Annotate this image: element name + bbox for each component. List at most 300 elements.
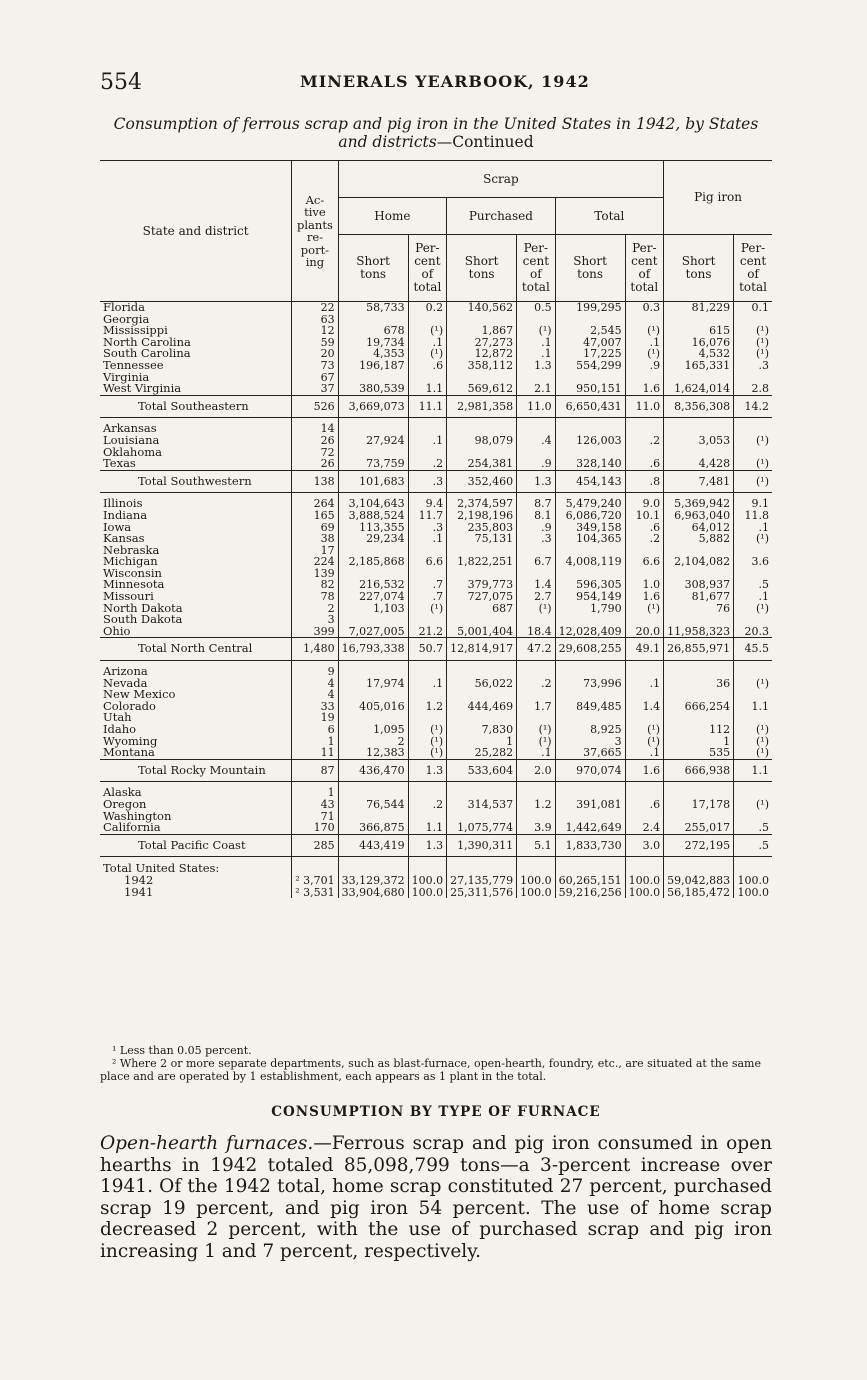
cell-plants: 1,480 — [292, 638, 338, 661]
cell-home-p: (¹) — [408, 736, 447, 748]
table-row — [100, 383, 772, 395]
cell-plants: 264 — [292, 498, 338, 510]
cell-pur-t: 1,822,251 — [447, 556, 517, 568]
cell-pur-p — [517, 857, 556, 875]
cell-pig-p: (¹) — [734, 337, 772, 349]
cell-pur-p: 1.7 — [517, 701, 556, 713]
cell-plants: 165 — [292, 510, 338, 522]
cell-pig-p: 1.1 — [734, 701, 772, 713]
cell-pig-p: (¹) — [734, 736, 772, 748]
cell-pig-t: 76 — [664, 603, 734, 615]
cell-tot-p: 2.4 — [625, 822, 664, 834]
row-label: Alaska — [103, 785, 142, 800]
cell-tot-p: .6 — [625, 799, 664, 811]
cell-plants: ² 3,701 — [292, 875, 338, 887]
cell-plants: 138 — [292, 470, 338, 493]
running-head: MINERALS YEARBOOK, 1942 — [300, 72, 590, 91]
cell-pig-p: (¹) — [734, 799, 772, 811]
cell-tot-p: 10.1 — [625, 510, 664, 522]
cell-tot-t: 349,158 — [555, 522, 625, 534]
cell-tot-p: 9.0 — [625, 498, 664, 510]
cell-pur-p: 8.1 — [517, 510, 556, 522]
cell-home-t: 76,544 — [338, 799, 408, 811]
cell-tot-p: 1.6 — [625, 591, 664, 603]
row-label: Texas — [103, 456, 136, 471]
cell-tot-p: 3.0 — [625, 834, 664, 857]
row-label: Minnesota — [103, 577, 165, 592]
header-pig-iron: Pig iron — [664, 161, 772, 235]
cell-pur-t: 12,814,917 — [447, 638, 517, 661]
cell-home-t: 2 — [338, 736, 408, 748]
cell-tot-p: .2 — [625, 533, 664, 545]
header-state: State and district — [100, 161, 292, 302]
table-row — [100, 603, 772, 615]
cell-pig-t: 17,178 — [664, 799, 734, 811]
cell-pig-t: 666,938 — [664, 759, 734, 782]
cell-pur-p — [517, 666, 556, 678]
cell-plants: 4 — [292, 689, 338, 701]
cell-tot-t: 970,074 — [555, 759, 625, 782]
header-total: Total — [555, 198, 663, 235]
cell-plants: 19 — [292, 712, 338, 724]
cell-tot-t: 6,650,431 — [555, 395, 625, 418]
cell-tot-p: .1 — [625, 678, 664, 690]
cell-pur-p: .1 — [517, 348, 556, 360]
row-label: Total North Central — [100, 638, 292, 661]
cell-home-t: 19,734 — [338, 337, 408, 349]
table-row — [100, 458, 772, 470]
cell-home-t: 405,016 — [338, 701, 408, 713]
cell-plants: ² 3,531 — [292, 887, 338, 899]
cell-pig-p: (¹) — [734, 470, 772, 493]
table-row — [100, 510, 772, 522]
cell-home-p: .7 — [408, 591, 447, 603]
row-label: Arizona — [103, 664, 148, 679]
cell-home-t: 678 — [338, 325, 408, 337]
row-label: Ohio — [103, 623, 131, 638]
row-label: Total Southwestern — [100, 470, 292, 493]
cell-tot-t: 60,265,151 — [555, 875, 625, 887]
cell-pur-p: (¹) — [517, 736, 556, 748]
cell-plants: 285 — [292, 834, 338, 857]
cell-tot-p: .8 — [625, 470, 664, 493]
cell-home-p: 1.3 — [408, 759, 447, 782]
table-row — [100, 799, 772, 811]
header-purchased-tons: Short tons — [447, 235, 517, 302]
table-row — [100, 822, 772, 834]
cell-plants: 26 — [292, 458, 338, 470]
cell-tot-p: 1.6 — [625, 759, 664, 782]
cell-tot-p: 0.3 — [625, 302, 664, 314]
cell-home-p: .7 — [408, 579, 447, 591]
cell-home-t: 3,888,524 — [338, 510, 408, 522]
table-row — [100, 701, 772, 713]
cell-tot-t: 47,007 — [555, 337, 625, 349]
cell-home-t — [338, 857, 408, 875]
cell-pur-t: 98,079 — [447, 435, 517, 447]
cell-home-t: 443,419 — [338, 834, 408, 857]
cell-home-t: 27,924 — [338, 435, 408, 447]
row-label: North Carolina — [103, 334, 191, 349]
cell-pur-t — [447, 857, 517, 875]
row-label: Illinois — [103, 496, 143, 511]
cell-pig-p: .5 — [734, 822, 772, 834]
cell-home-p: .1 — [408, 533, 447, 545]
cell-plants: 37 — [292, 383, 338, 395]
cell-pig-t: 112 — [664, 724, 734, 736]
cell-pig-p: .5 — [734, 579, 772, 591]
cell-tot-t: 1,442,649 — [555, 822, 625, 834]
row-label: Oklahoma — [103, 444, 163, 459]
cell-pur-t: 352,460 — [447, 470, 517, 493]
cell-pig-t: 165,331 — [664, 360, 734, 372]
cell-home-t: 58,733 — [338, 302, 408, 314]
table-row — [100, 875, 772, 887]
header-scrap: Scrap — [338, 161, 663, 198]
cell-pur-t: 358,112 — [447, 360, 517, 372]
cell-home-p: (¹) — [408, 747, 447, 759]
cell-tot-t: 2,545 — [555, 325, 625, 337]
cell-pur-t: 687 — [447, 603, 517, 615]
cell-pig-t: 255,017 — [664, 822, 734, 834]
cell-home-t: 4,353 — [338, 348, 408, 360]
header-purchased: Purchased — [447, 198, 555, 235]
cell-pur-t: 1 — [447, 736, 517, 748]
cell-tot-t: 12,028,409 — [555, 626, 625, 638]
cell-pur-p: .9 — [517, 522, 556, 534]
cell-pig-t: 16,076 — [664, 337, 734, 349]
cell-tot-t: 8,925 — [555, 724, 625, 736]
cell-pur-p: 1.3 — [517, 360, 556, 372]
cell-plants: 82 — [292, 579, 338, 591]
cell-pur-p: 1.2 — [517, 799, 556, 811]
cell-plants: 73 — [292, 360, 338, 372]
cell-home-p: .6 — [408, 360, 447, 372]
cell-pur-t: 2,981,358 — [447, 395, 517, 418]
header-pig-percent: Per-cent of total — [734, 235, 772, 302]
cell-pur-t: 1,075,774 — [447, 822, 517, 834]
row-label: Wisconsin — [103, 565, 162, 580]
cell-pig-t: 4,428 — [664, 458, 734, 470]
cell-tot-p — [625, 666, 664, 678]
cell-pig-p: .1 — [734, 522, 772, 534]
cell-pur-p: 1.4 — [517, 579, 556, 591]
table-row — [100, 678, 772, 690]
row-label: 1942 — [124, 872, 154, 887]
cell-pig-t: 3,053 — [664, 435, 734, 447]
cell-plants: 43 — [292, 799, 338, 811]
cell-pig-p: 100.0 — [734, 875, 772, 887]
row-label: Mississippi — [103, 323, 168, 338]
cell-plants: 526 — [292, 395, 338, 418]
cell-pig-t: 5,369,942 — [664, 498, 734, 510]
page-number: 554 — [100, 70, 142, 95]
cell-tot-t: 126,003 — [555, 435, 625, 447]
table-body — [100, 302, 772, 899]
cell-pig-t: 8,356,308 — [664, 395, 734, 418]
cell-home-t: 216,532 — [338, 579, 408, 591]
row-label: Total Rocky Mountain — [100, 759, 292, 782]
cell-plants: 17 — [292, 545, 338, 557]
footnote-2: ² Where 2 or more separate departments, such as blast-furnace, open-hearth, foundry, etc., are situated at the same place and are operated by 1 establishment, each appears as 1 plant in the total. — [100, 1057, 761, 1083]
row-label: North Dakota — [103, 600, 183, 615]
cell-home-t: 2,185,868 — [338, 556, 408, 568]
cell-home-p: .1 — [408, 678, 447, 690]
header-home-percent: Per-cent of total — [408, 235, 447, 302]
row-label: West Virginia — [103, 381, 182, 396]
cell-tot-t: 37,665 — [555, 747, 625, 759]
cell-pur-p: .3 — [517, 533, 556, 545]
cell-pig-t — [664, 666, 734, 678]
row-label: Nebraska — [103, 542, 160, 557]
cell-home-p: 1.2 — [408, 701, 447, 713]
table-row — [100, 302, 772, 314]
cell-plants: 59 — [292, 337, 338, 349]
table-row — [100, 666, 772, 678]
cell-pig-t: 5,882 — [664, 533, 734, 545]
cell-tot-p: 1.0 — [625, 579, 664, 591]
cell-pur-t: 235,803 — [447, 522, 517, 534]
cell-pur-p: 2.1 — [517, 383, 556, 395]
row-label: Arkansas — [103, 421, 157, 436]
cell-plants: 224 — [292, 556, 338, 568]
table-row — [100, 747, 772, 759]
cell-pig-p: (¹) — [734, 678, 772, 690]
cell-pur-p: .1 — [517, 747, 556, 759]
cell-tot-t: 328,140 — [555, 458, 625, 470]
cell-tot-t: 6,086,720 — [555, 510, 625, 522]
row-label: California — [103, 820, 161, 835]
cell-pur-t: 254,381 — [447, 458, 517, 470]
cell-pig-p: (¹) — [734, 435, 772, 447]
cell-pur-p: (¹) — [517, 325, 556, 337]
footnotes — [100, 1044, 772, 1083]
cell-pur-t: 27,135,779 — [447, 875, 517, 887]
cell-pig-t: 308,937 — [664, 579, 734, 591]
cell-home-p: .3 — [408, 522, 447, 534]
total-row — [100, 834, 772, 857]
cell-home-t: 12,383 — [338, 747, 408, 759]
cell-pig-p — [734, 857, 772, 875]
total-row — [100, 759, 772, 782]
cell-plants: 71 — [292, 811, 338, 823]
cell-tot-t: 596,305 — [555, 579, 625, 591]
cell-tot-p: 1.6 — [625, 383, 664, 395]
cell-home-t: 3,669,073 — [338, 395, 408, 418]
cell-pig-t: 1 — [664, 736, 734, 748]
cell-tot-t — [555, 857, 625, 875]
cell-home-t: 73,759 — [338, 458, 408, 470]
cell-home-p: .2 — [408, 799, 447, 811]
cell-pur-p: 18.4 — [517, 626, 556, 638]
cell-pur-p: 1.3 — [517, 470, 556, 493]
cell-tot-t: 3 — [555, 736, 625, 748]
row-label: South Dakota — [103, 612, 183, 627]
cell-plants: 38 — [292, 533, 338, 545]
cell-tot-p: (¹) — [625, 603, 664, 615]
row-label: Virginia — [103, 369, 150, 384]
footnote-1: ¹ Less than 0.05 percent. — [112, 1044, 252, 1057]
cell-home-t: 380,539 — [338, 383, 408, 395]
cell-tot-t: 1,833,730 — [555, 834, 625, 857]
table-row — [100, 857, 772, 875]
cell-pig-t: 36 — [664, 678, 734, 690]
row-label: 1941 — [124, 884, 154, 899]
cell-home-t: 227,074 — [338, 591, 408, 603]
cell-plants: 20 — [292, 348, 338, 360]
cell-pig-p: .5 — [734, 834, 772, 857]
paragraph-text: —Ferrous scrap and pig iron consumed in open hearths in 1942 totaled 85,098,799 tons—a 3-percent increase over 1941. Of the 1942 total, home scrap constituted 27 percent, purchased scrap 19 percent, and pig iron 54 percent. The use of home scrap decreased 2 percent, with the use of purchased scrap and pig iron increasing 1 and 7 percent, respectively. — [100, 1133, 772, 1262]
cell-home-p — [408, 857, 447, 875]
cell-pur-t: 727,075 — [447, 591, 517, 603]
cell-tot-t: 1,790 — [555, 603, 625, 615]
cell-tot-t: 29,608,255 — [555, 638, 625, 661]
cell-tot-p: 100.0 — [625, 887, 664, 899]
header-purchased-percent: Per-cent of total — [517, 235, 556, 302]
total-row — [100, 395, 772, 418]
cell-pur-p: 0.5 — [517, 302, 556, 314]
cell-tot-p: (¹) — [625, 325, 664, 337]
cell-home-p: (¹) — [408, 348, 447, 360]
cell-home-t: 196,187 — [338, 360, 408, 372]
cell-pig-t: 2,104,082 — [664, 556, 734, 568]
row-label: Washington — [103, 808, 172, 823]
cell-pig-t: 272,195 — [664, 834, 734, 857]
header-total-tons: Short tons — [555, 235, 625, 302]
row-label: Missouri — [103, 589, 154, 604]
cell-pig-t: 11,958,323 — [664, 626, 734, 638]
row-label: Tennessee — [103, 357, 164, 372]
table-caption — [100, 115, 772, 151]
cell-home-t: 113,355 — [338, 522, 408, 534]
cell-pig-t: 26,855,971 — [664, 638, 734, 661]
cell-tot-t: 5,479,240 — [555, 498, 625, 510]
cell-home-p: 100.0 — [408, 875, 447, 887]
cell-pur-p: 3.9 — [517, 822, 556, 834]
cell-home-p: .1 — [408, 435, 447, 447]
table-row — [100, 360, 772, 372]
cell-home-p: 11.1 — [408, 395, 447, 418]
cell-pur-t: 314,537 — [447, 799, 517, 811]
cell-plants: 69 — [292, 522, 338, 534]
cell-pig-p: 1.1 — [734, 759, 772, 782]
cell-tot-p: (¹) — [625, 348, 664, 360]
cell-home-p: .1 — [408, 337, 447, 349]
cell-plants: 1 — [292, 736, 338, 748]
cell-pur-p: 11.0 — [517, 395, 556, 418]
cell-pur-p: 47.2 — [517, 638, 556, 661]
table-row — [100, 591, 772, 603]
cell-plants: 22 — [292, 302, 338, 314]
cell-tot-p: 6.6 — [625, 556, 664, 568]
row-label: Michigan — [103, 554, 158, 569]
cell-pur-p: 2.0 — [517, 759, 556, 782]
section-heading: CONSUMPTION BY TYPE OF FURNACE — [271, 1104, 601, 1120]
cell-plants: 139 — [292, 568, 338, 580]
cell-tot-t: 950,151 — [555, 383, 625, 395]
cell-tot-t: 199,295 — [555, 302, 625, 314]
cell-pig-t: 535 — [664, 747, 734, 759]
cell-plants: 11 — [292, 747, 338, 759]
cell-plants: 399 — [292, 626, 338, 638]
cell-pig-p: .1 — [734, 591, 772, 603]
cell-home-t: 436,470 — [338, 759, 408, 782]
cell-home-p: 0.2 — [408, 302, 447, 314]
table-row — [100, 435, 772, 447]
cell-home-t: 1,095 — [338, 724, 408, 736]
row-label: Oregon — [103, 796, 147, 811]
cell-pig-t: 7,481 — [664, 470, 734, 493]
cell-pur-p: .1 — [517, 337, 556, 349]
header-home: Home — [338, 198, 446, 235]
row-label: Wyoming — [103, 733, 158, 748]
caption-suffix: —Continued — [436, 133, 534, 151]
cell-pur-t: 2,374,597 — [447, 498, 517, 510]
header-plants: Ac-tive plants re-port-ing — [292, 161, 338, 302]
cell-home-p: 9.4 — [408, 498, 447, 510]
cell-pur-p: (¹) — [517, 724, 556, 736]
cell-pur-t: 533,604 — [447, 759, 517, 782]
cell-pig-t — [664, 857, 734, 875]
cell-pur-t: 56,022 — [447, 678, 517, 690]
cell-home-p: .2 — [408, 458, 447, 470]
cell-tot-t: 73,996 — [555, 678, 625, 690]
cell-home-p: 21.2 — [408, 626, 447, 638]
cell-pur-p: 100.0 — [517, 887, 556, 899]
cell-home-p: 1.1 — [408, 383, 447, 395]
cell-tot-t: 954,149 — [555, 591, 625, 603]
row-label: Indiana — [103, 507, 148, 522]
cell-pig-p: (¹) — [734, 747, 772, 759]
table-row — [100, 533, 772, 545]
cell-plants: 6 — [292, 724, 338, 736]
row-label: Kansas — [103, 531, 145, 546]
cell-home-t: 366,875 — [338, 822, 408, 834]
row-label: South Carolina — [103, 346, 191, 361]
cell-home-t: 33,129,372 — [338, 875, 408, 887]
cell-tot-p — [625, 857, 664, 875]
total-row — [100, 638, 772, 661]
cell-pig-p: 9.1 — [734, 498, 772, 510]
row-label: Louisiana — [103, 432, 160, 447]
cell-home-t: 1,103 — [338, 603, 408, 615]
cell-pig-t: 1,624,014 — [664, 383, 734, 395]
row-label: Florida — [103, 300, 145, 314]
row-label: Colorado — [103, 698, 156, 713]
cell-tot-t: 17,225 — [555, 348, 625, 360]
row-label: Total Southeastern — [100, 395, 292, 418]
row-label: New Mexico — [103, 687, 176, 702]
cell-home-p: 11.7 — [408, 510, 447, 522]
cell-pur-p: 8.7 — [517, 498, 556, 510]
caption-main: Consumption of ferrous scrap and pig iron in the United States in 1942, by States and districts — [113, 115, 759, 151]
cell-pig-p: 0.1 — [734, 302, 772, 314]
cell-plants: 63 — [292, 314, 338, 326]
row-label: Montana — [103, 745, 155, 760]
cell-plants — [292, 857, 338, 875]
cell-pur-p: (¹) — [517, 603, 556, 615]
cell-pur-t: 27,273 — [447, 337, 517, 349]
table-row — [100, 887, 772, 899]
cell-pur-p: 100.0 — [517, 875, 556, 887]
cell-home-t: 29,234 — [338, 533, 408, 545]
cell-pig-p: (¹) — [734, 724, 772, 736]
cell-tot-p: .6 — [625, 458, 664, 470]
cell-home-p: (¹) — [408, 724, 447, 736]
cell-home-t: 17,974 — [338, 678, 408, 690]
cell-tot-p: .9 — [625, 360, 664, 372]
cell-tot-t: 454,143 — [555, 470, 625, 493]
